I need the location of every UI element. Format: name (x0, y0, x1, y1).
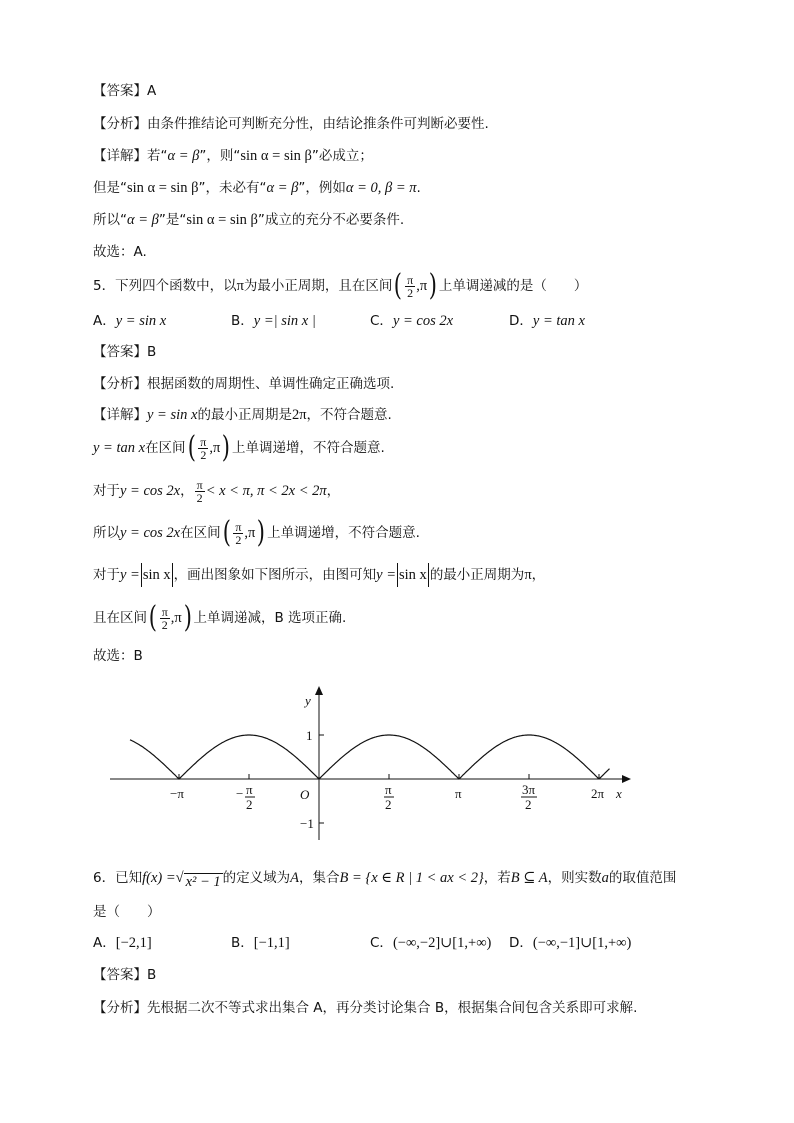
analysis-text: 先根据二次不等式求出集合 A，再分类讨论集合 B，根据集合间包含关系即可求解. (147, 1000, 638, 1016)
option-expr: [−1,1] (253, 935, 290, 951)
abs-sine-graph (100, 680, 640, 845)
analysis-line-q6 (93, 998, 637, 1018)
math-expr: sin x (142, 567, 171, 583)
detail-text: ”，则“ (199, 148, 241, 164)
answer-line-q6 (93, 965, 156, 985)
option-a (93, 311, 166, 331)
question-5-stem (93, 268, 588, 303)
detail-text: ”是“ (158, 212, 187, 228)
option-label: D． (509, 313, 533, 329)
option-expr: (−∞,−2]∪[1,+∞) (392, 935, 492, 951)
conclusion-q4: 故选：A. (93, 244, 147, 260)
fraction (405, 274, 415, 299)
analysis-tag: 【分析】 (93, 1000, 147, 1016)
frac-num: π (196, 477, 203, 492)
stem-text: 为最小正周期，且在区间 (243, 278, 393, 294)
option-expr: y = sin x (115, 313, 167, 329)
detail-line-q4 (93, 146, 373, 166)
x-tick-frac-den: 2 (385, 797, 392, 812)
frac-num: π (200, 434, 207, 449)
math-expr: sin α = sin β (127, 180, 199, 196)
frac-num: π (161, 604, 168, 619)
math-expr: < x < π, π < 2x < 2π (205, 483, 327, 499)
detail-line-4-q5 (93, 515, 420, 550)
x-tick-frac-num: 3π (522, 782, 536, 797)
answer-line-q5 (93, 342, 156, 362)
math-expr: α = β (266, 180, 299, 196)
detail-text: 的最小正周期是 (197, 407, 292, 423)
detail-text: ，不符合题意. (306, 407, 392, 423)
analysis-tag: 【分析】 (93, 376, 147, 392)
detail-line-q5 (93, 405, 392, 425)
x-axis-arrow-icon (622, 775, 631, 783)
math-expr: f(x) = (142, 870, 176, 886)
option-c (370, 311, 453, 331)
abs-bar (141, 563, 142, 587)
y-axis-label: y (305, 693, 311, 708)
right-paren: ) (428, 268, 438, 303)
math-expr: π (236, 278, 244, 294)
detail-line-3-q4 (93, 210, 404, 230)
math-expr: sin x (399, 567, 427, 583)
math-expr: α = β (167, 148, 200, 164)
abs-bar (428, 563, 429, 587)
right-paren: ) (257, 515, 266, 550)
answer-tag: 【答案】 (93, 83, 147, 99)
math-expr: y = (120, 567, 140, 583)
origin-label: O (300, 787, 310, 802)
stem-text: 上单调递减的是（ ） (438, 278, 588, 294)
math-expr: sin α = sin β (186, 212, 258, 228)
detail-text: ， (531, 567, 546, 583)
detail-line-3-q5 (93, 476, 340, 506)
fraction (198, 436, 208, 461)
frac-den: 2 (407, 285, 414, 300)
left-paren: ( (187, 430, 196, 465)
frac-den: 2 (200, 447, 207, 462)
x-tick-minus: − (236, 786, 244, 801)
question-6-stem (93, 866, 676, 890)
stem-text: ，若 (483, 870, 511, 886)
math-expr: ,π (244, 525, 256, 541)
option-b (231, 311, 316, 331)
analysis-text: 由条件推结论可判断充分性，由结论推条件可判断必要性. (147, 116, 489, 132)
detail-text: ”，例如 (298, 180, 346, 196)
question-6-stem-cont: 是（ ） (93, 904, 161, 920)
detail-text: 的最小正周期为 (429, 567, 525, 583)
option-expr: (−∞,−1]∪[1,+∞) (532, 935, 632, 951)
fraction (160, 606, 170, 631)
detail-line-2-q4 (93, 178, 421, 198)
math-expr: y = cos 2x (120, 525, 181, 541)
frac-den: 2 (161, 617, 168, 632)
option-expr: y = cos 2x (392, 313, 454, 329)
math-expr: α = 0, β = π (345, 180, 417, 196)
math-expr: y = cos 2x (120, 483, 181, 499)
x-tick-frac-num: π (246, 782, 253, 797)
answer-line-q4 (93, 81, 156, 101)
detail-tag: 【详解】 (93, 148, 147, 164)
detail-text: ”成立的充分不必要条件. (257, 212, 405, 228)
detail-text: 上单调递增，不符合题意. (267, 525, 420, 541)
detail-text: ，画出图象如下图所示，由图可知 (173, 567, 377, 583)
detail-text: ， (180, 483, 194, 499)
right-paren: ) (183, 600, 192, 635)
option-label: B． (231, 313, 254, 329)
detail-text: ”，未必有“ (198, 180, 267, 196)
y-tick-label: −1 (300, 816, 314, 831)
stem-text: 6．已知 (93, 870, 143, 886)
x-tick-label: 2π (591, 786, 605, 801)
frac-den: 2 (235, 532, 242, 547)
abs-bar (172, 563, 173, 587)
conclusion-q5: 故选：B (93, 648, 143, 664)
option-label: C． (370, 935, 393, 951)
fraction (233, 521, 243, 546)
option-label: B． (231, 935, 254, 951)
math-expr: a (601, 870, 609, 886)
analysis-line-q5 (93, 374, 394, 394)
math-expr: π (524, 567, 532, 583)
x-axis-label: x (616, 786, 622, 801)
right-paren: ) (222, 430, 231, 465)
left-paren: ( (222, 515, 231, 550)
option-label: A． (93, 313, 116, 329)
detail-text: . (416, 180, 421, 196)
option-c (370, 933, 491, 953)
left-paren: ( (148, 600, 157, 635)
abs-bar (397, 563, 398, 587)
option-label: A． (93, 935, 116, 951)
stem-text: 的定义域为 (222, 870, 291, 886)
detail-text: 所以“ (93, 212, 127, 228)
option-expr: y = tan x (532, 313, 585, 329)
option-a (93, 933, 152, 953)
detail-text: 所以 (93, 525, 120, 541)
detail-text: 上单调递减，B 选项正确. (193, 610, 347, 626)
stem-text: ，则实数 (547, 870, 602, 886)
detail-text: 上单调递增，不符合题意. (232, 440, 385, 456)
math-expr: ,π (170, 610, 182, 626)
math-expr: ,π (209, 440, 221, 456)
math-expr: sin α = sin β (240, 148, 312, 164)
y-axis-arrow-icon (315, 686, 323, 695)
y-tick-label: 1 (306, 728, 313, 743)
x-tick-frac-den: 2 (525, 797, 532, 812)
detail-text: 对于 (93, 567, 120, 583)
option-d (509, 311, 585, 331)
detail-text: 且在区间 (93, 610, 147, 626)
detail-tag: 【详解】 (93, 407, 147, 423)
detail-text: 在区间 (180, 525, 221, 541)
analysis-tag: 【分析】 (93, 116, 147, 132)
x-tick-label: π (455, 786, 462, 801)
option-b (231, 933, 290, 953)
analysis-line-q4 (93, 114, 489, 134)
option-d (509, 933, 631, 953)
option-label: D． (509, 935, 533, 951)
option-label: C． (370, 313, 393, 329)
detail-line-5-q5 (93, 563, 545, 587)
math-expr: 2π (291, 407, 307, 423)
option-expr: [−2,1] (115, 935, 152, 951)
radical-sign-icon: √ (175, 870, 184, 886)
frac-num: π (407, 272, 414, 287)
math-expr: y = sin x (147, 407, 198, 423)
math-expr: y = (376, 567, 397, 583)
x-tick-frac-num: π (385, 782, 392, 797)
detail-text: ， (326, 483, 341, 499)
frac-den: 2 (196, 490, 203, 505)
detail-text: 在区间 (145, 440, 186, 456)
math-expr: y = tan x (93, 440, 146, 456)
fraction (195, 479, 205, 504)
detail-text: ”必成立； (311, 148, 373, 164)
left-paren: ( (394, 268, 403, 303)
detail-line-2-q5 (93, 430, 385, 465)
abs-sine-curve (130, 735, 610, 779)
answer-value: A (147, 83, 157, 99)
x-tick-frac-den: 2 (246, 797, 253, 812)
sqrt-expr (176, 866, 223, 890)
math-expr: ,π (416, 278, 428, 294)
detail-text: 若“ (147, 148, 168, 164)
answer-value: B (147, 967, 157, 983)
stem-text: 5．下列四个函数中，以 (93, 278, 237, 294)
math-expr: B = {x ∈ R | 1 < ax < 2} (339, 870, 484, 886)
detail-text: 但是“ (93, 180, 127, 196)
frac-num: π (235, 519, 242, 534)
math-expr: B ⊆ A (510, 870, 548, 886)
answer-value: B (147, 344, 157, 360)
radicand: x² − 1 (185, 874, 221, 890)
stem-text: ，集合 (299, 870, 340, 886)
stem-text: 的取值范围 (608, 870, 677, 886)
analysis-text: 根据函数的周期性、单调性确定正确选项. (147, 376, 395, 392)
answer-tag: 【答案】 (93, 967, 147, 983)
detail-text: 对于 (93, 483, 120, 499)
math-expr: α = β (127, 212, 159, 228)
answer-tag: 【答案】 (93, 344, 147, 360)
option-expr: y =| sin x | (253, 313, 316, 329)
x-tick-label: −π (170, 786, 184, 801)
math-expr: A (290, 870, 300, 886)
detail-line-6-q5 (93, 600, 347, 635)
